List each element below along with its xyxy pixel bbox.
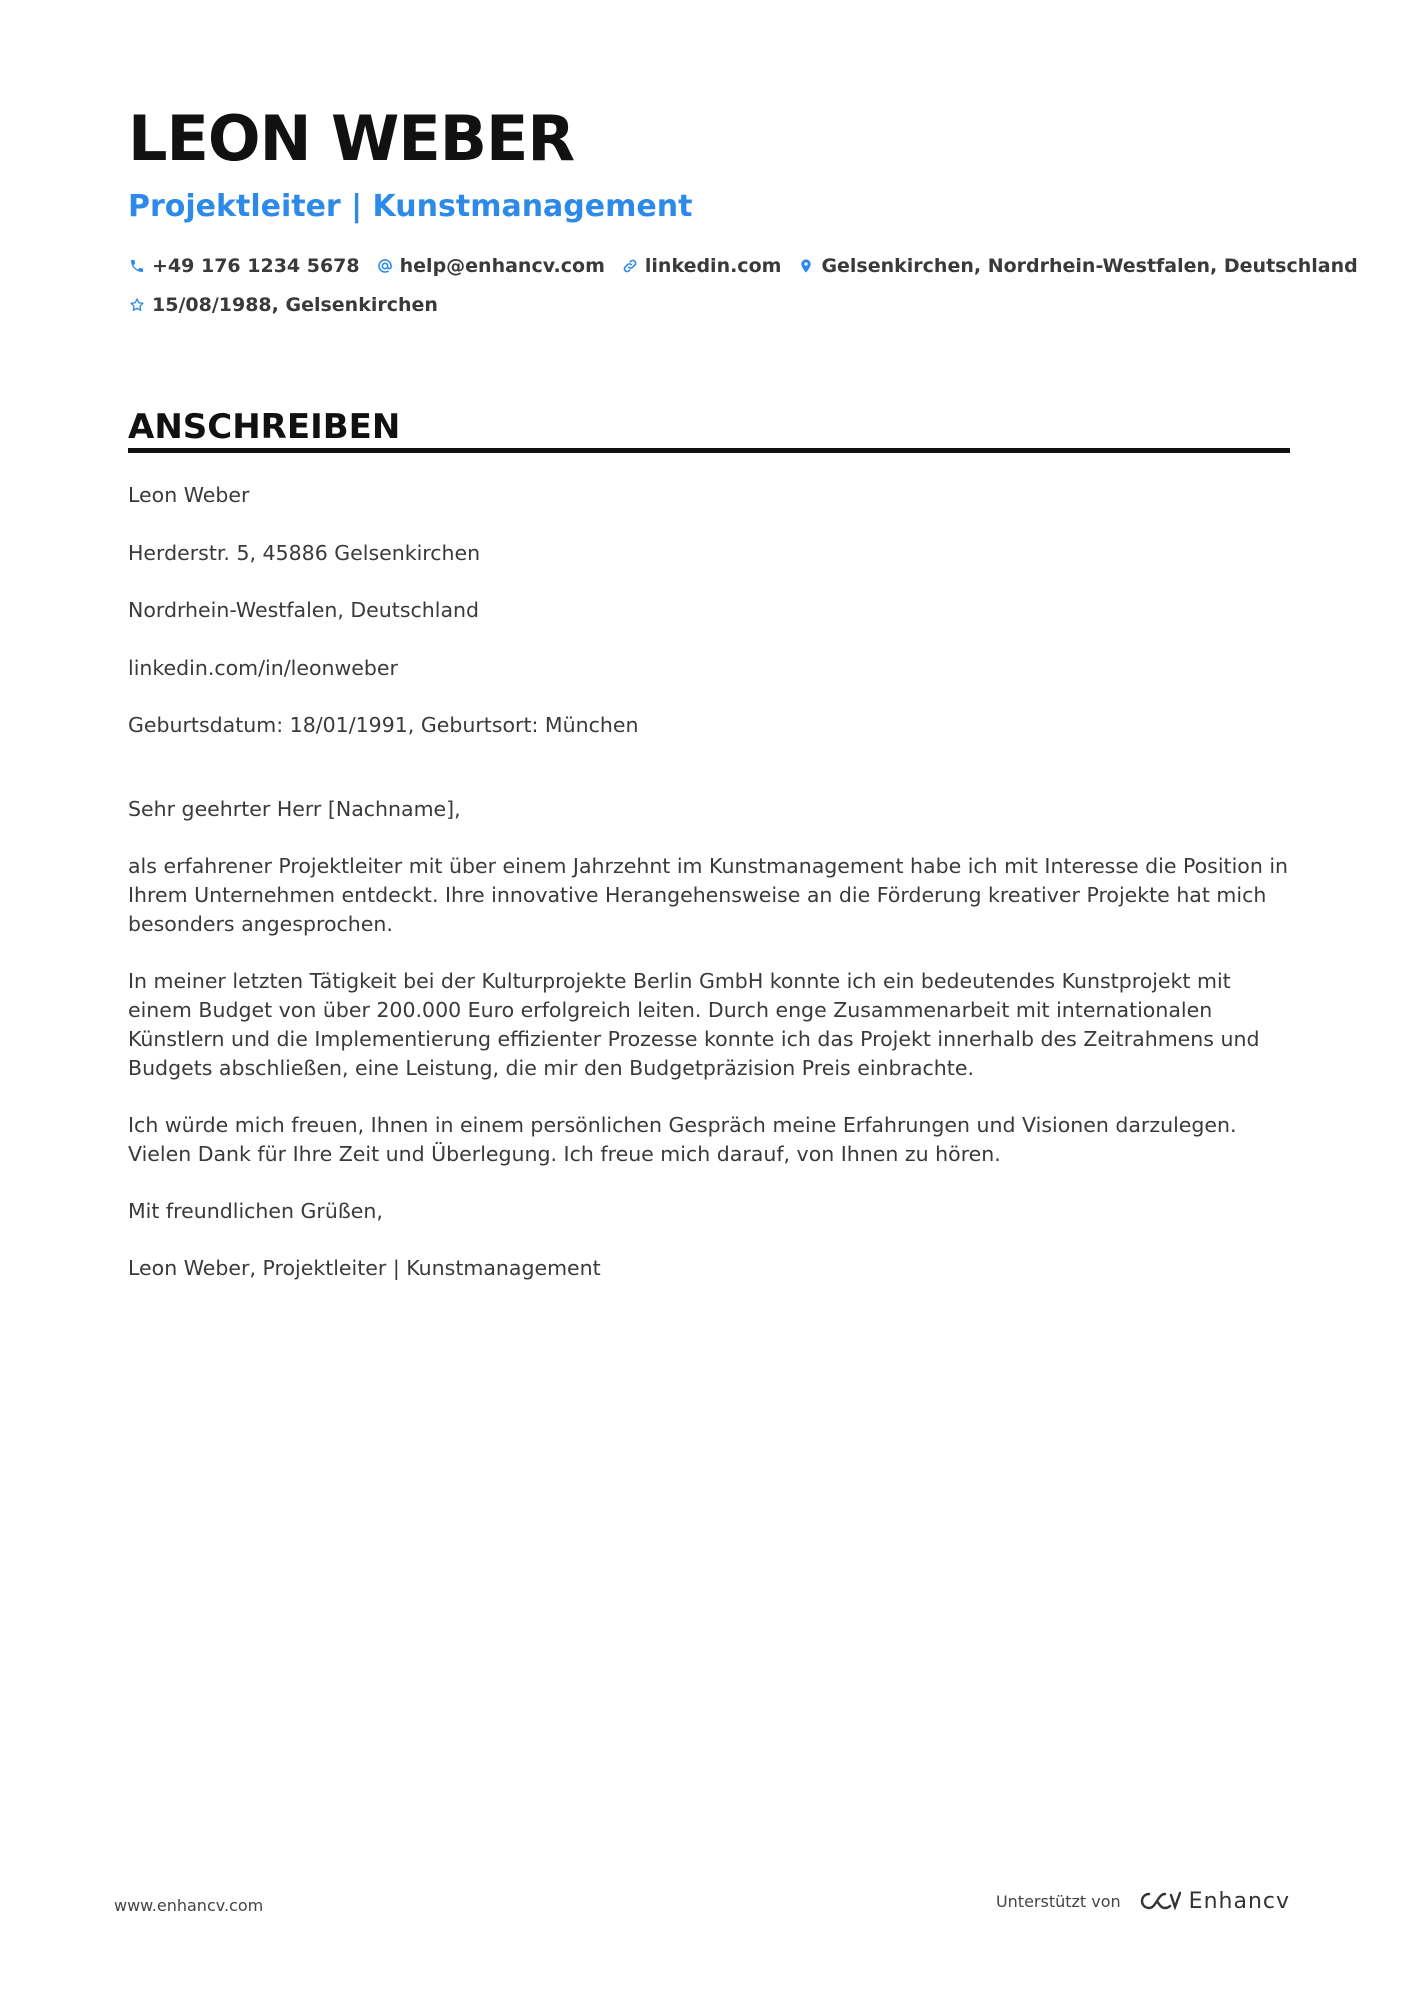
contact-email-text[interactable]: help@enhancv.com — [399, 255, 605, 277]
closing: Mit freundlichen Grüßen, — [128, 1199, 383, 1223]
contact-location — [797, 255, 1357, 277]
location-pin-icon — [797, 257, 815, 275]
link-icon — [621, 257, 639, 275]
contact-birth-text: 15/08/1988, Gelsenkirchen — [152, 294, 438, 316]
phone-icon — [128, 257, 146, 275]
star-icon — [128, 296, 146, 314]
salutation: Sehr geehrter Herr [Nachname], — [128, 797, 461, 821]
candidate-title: Projektleiter | Kunstmanagement — [128, 189, 693, 224]
address-line: Leon Weber — [128, 483, 250, 507]
contact-row-2 — [128, 294, 454, 316]
letter-paragraph: als erfahrener Projektleiter mit über einem Jahrzehnt im Kunstmanagement habe ich mit Interesse die Position in Ihrem Unternehmen entdeckt. Ihre innovative Herangehensweise an die Förderung kreativer Projekte hat mich besonders angesprochen. — [128, 854, 1289, 936]
section-title: ANSCHREIBEN — [128, 407, 401, 447]
section-divider — [128, 448, 1290, 453]
contact-linkedin-text[interactable]: linkedin.com — [644, 255, 782, 277]
enhancv-brand: Enhancv — [1188, 1888, 1290, 1914]
candidate-name: LEON WEBER — [128, 102, 575, 175]
footer-website[interactable]: www.enhancv.com — [114, 1896, 264, 1915]
letter-body — [128, 795, 1290, 1311]
at-icon — [376, 257, 394, 275]
contact-email[interactable] — [376, 255, 605, 277]
footer-powered-by[interactable] — [996, 1888, 1290, 1914]
contact-phone-text: +49 176 1234 5678 — [152, 255, 360, 277]
signature: Leon Weber, Projektleiter | Kunstmanagement — [128, 1256, 601, 1280]
sender-address — [128, 481, 1290, 769]
powered-by-label: Unterstützt von — [995, 1891, 1121, 1911]
address-line: Geburtsdatum: 18/01/1991, Geburtsort: München — [128, 713, 639, 737]
address-line: Herderstr. 5, 45886 Gelsenkirchen — [128, 540, 481, 565]
letter-paragraph: In meiner letzten Tätigkeit bei der Kulturprojekte Berlin GmbH konnte ich ein bedeutendes Kunstprojekt mit einem Budget von über 200.000 Euro erfolgreich leiten. Durch enge Zusammenarbeit mit internationalen Künstlern und die Implementierung effizienter Prozesse konnte ich das Projekt innerhalb des Zeitrahmens und Budgets abschließen, eine Leistung, die mir den Budgetpräzision Preis einbrachte. — [128, 969, 1260, 1080]
address-line: Nordrhein-Westfalen, Deutschland — [128, 598, 480, 622]
contact-linkedin[interactable] — [621, 255, 782, 277]
contact-row — [128, 255, 1374, 277]
contact-location-text: Gelsenkirchen, Nordrhein-Westfalen, Deutschland — [821, 255, 1358, 277]
enhancv-logo-icon — [1133, 1888, 1181, 1914]
contact-phone — [128, 255, 360, 277]
address-line: linkedin.com/in/leonweber — [128, 655, 398, 680]
contact-birth — [128, 294, 438, 316]
letter-paragraph: Ich würde mich freuen, Ihnen in einem persönlichen Gespräch meine Erfahrungen und Visionen darzulegen. Vielen Dank für Ihre Zeit und Überlegung. Ich freue mich darauf, von Ihnen zu hören. — [128, 1113, 1237, 1166]
